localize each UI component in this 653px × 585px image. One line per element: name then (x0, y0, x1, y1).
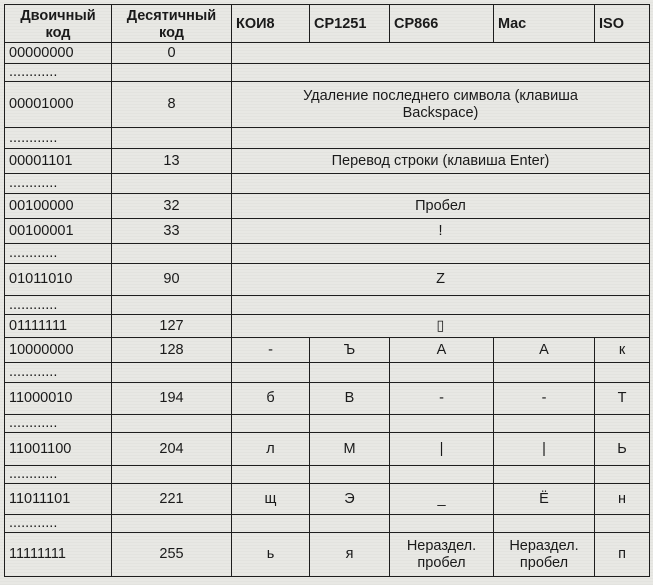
decimal-code: 32 (112, 194, 232, 219)
decimal-code: 90 (112, 264, 232, 296)
empty-cell (112, 466, 232, 484)
row-description: Удаление последнего символа (клавиша Backspace) (232, 82, 650, 128)
row-90 (5, 264, 650, 296)
empty-cell (595, 515, 650, 533)
koi8-char: ь (232, 533, 310, 577)
ellipsis: ............ (5, 244, 112, 264)
row-32 (5, 194, 650, 219)
row-description: ▯ (232, 315, 650, 338)
row-description: ! (232, 219, 650, 244)
empty-cell (310, 415, 390, 433)
header-cp866: CP866 (390, 5, 494, 43)
empty-cell (494, 415, 595, 433)
binary-code: 11011101 (5, 484, 112, 515)
header-koi8: КОИ8 (232, 5, 310, 43)
decimal-code: 13 (112, 149, 232, 174)
row-description: Z (232, 264, 650, 296)
binary-code: 00001101 (5, 149, 112, 174)
empty-cell (595, 415, 650, 433)
ellipsis-row (5, 174, 650, 194)
iso-char: к (595, 338, 650, 363)
cp1251-char: Э (310, 484, 390, 515)
row-128 (5, 338, 650, 363)
ellipsis: ............ (5, 296, 112, 315)
row-33 (5, 219, 650, 244)
empty-cell (390, 466, 494, 484)
cp1251-char: М (310, 433, 390, 466)
empty-cell (310, 363, 390, 383)
empty-cell (310, 466, 390, 484)
row-127 (5, 315, 650, 338)
koi8-char: б (232, 383, 310, 415)
koi8-char: - (232, 338, 310, 363)
empty-cell (494, 466, 595, 484)
empty-cell (232, 296, 650, 315)
ellipsis-row (5, 415, 650, 433)
empty-cell (112, 174, 232, 194)
cp866-char: | (390, 433, 494, 466)
decimal-code: 221 (112, 484, 232, 515)
binary-code: 00100001 (5, 219, 112, 244)
ellipsis: ............ (5, 128, 112, 149)
binary-code: 11001100 (5, 433, 112, 466)
row-204 (5, 433, 650, 466)
cp1251-char: В (310, 383, 390, 415)
decimal-code: 128 (112, 338, 232, 363)
empty-cell (595, 363, 650, 383)
cp866-char: - (390, 383, 494, 415)
ellipsis: ............ (5, 466, 112, 484)
empty-cell (112, 296, 232, 315)
empty-cell (112, 515, 232, 533)
ellipsis: ............ (5, 415, 112, 433)
empty-cell (112, 128, 232, 149)
koi8-char: щ (232, 484, 310, 515)
empty-cell (595, 466, 650, 484)
ellipsis: ............ (5, 174, 112, 194)
empty-cell (112, 363, 232, 383)
iso-char: н (595, 484, 650, 515)
mac-char: А (494, 338, 595, 363)
cp866-char: Нераздел. пробел (390, 533, 494, 577)
iso-char: Т (595, 383, 650, 415)
empty-cell (232, 174, 650, 194)
decimal-code: 194 (112, 383, 232, 415)
binary-code: 10000000 (5, 338, 112, 363)
empty-cell (112, 244, 232, 264)
ellipsis-row (5, 363, 650, 383)
ellipsis: ............ (5, 515, 112, 533)
row-194 (5, 383, 650, 415)
binary-code: 11111111 (5, 533, 112, 577)
empty-cell (232, 363, 310, 383)
cp866-char: А (390, 338, 494, 363)
ellipsis-row (5, 244, 650, 264)
binary-code: 00100000 (5, 194, 112, 219)
header-iso: ISO (595, 5, 650, 43)
empty-cell (390, 363, 494, 383)
cp1251-char: Ъ (310, 338, 390, 363)
empty-cell (232, 415, 310, 433)
mac-char: - (494, 383, 595, 415)
ellipsis-row (5, 296, 650, 315)
mac-char: Ё (494, 484, 595, 515)
header-cp1251: CP1251 (310, 5, 390, 43)
mac-char: | (494, 433, 595, 466)
binary-code: 00000000 (5, 43, 112, 64)
decimal-code: 33 (112, 219, 232, 244)
empty-cell (112, 64, 232, 82)
binary-code: 11000010 (5, 383, 112, 415)
row-255 (5, 533, 650, 577)
empty-cell (494, 515, 595, 533)
header-binary: Двоичный код (5, 5, 112, 43)
iso-char: Ь (595, 433, 650, 466)
decimal-code: 8 (112, 82, 232, 128)
ellipsis-row (5, 64, 650, 82)
empty-cell (390, 415, 494, 433)
decimal-code: 0 (112, 43, 232, 64)
decimal-code: 255 (112, 533, 232, 577)
row-0 (5, 43, 650, 64)
empty-cell (494, 363, 595, 383)
empty-cell (112, 415, 232, 433)
binary-code: 01011010 (5, 264, 112, 296)
ellipsis: ............ (5, 363, 112, 383)
empty-cell (390, 515, 494, 533)
decimal-code: 127 (112, 315, 232, 338)
binary-code: 00001000 (5, 82, 112, 128)
cp866-char: _ (390, 484, 494, 515)
empty-cell (232, 515, 310, 533)
ellipsis-row (5, 515, 650, 533)
ellipsis-row (5, 466, 650, 484)
row-description: Пробел (232, 194, 650, 219)
empty-cell (232, 466, 310, 484)
cp1251-char: я (310, 533, 390, 577)
row-description (232, 43, 650, 64)
binary-code: 01111111 (5, 315, 112, 338)
ellipsis-row (5, 128, 650, 149)
empty-cell (232, 64, 650, 82)
ellipsis: ............ (5, 64, 112, 82)
empty-cell (232, 128, 650, 149)
koi8-char: л (232, 433, 310, 466)
header-decimal: Десятичный код (112, 5, 232, 43)
header-row (5, 5, 650, 43)
empty-cell (310, 515, 390, 533)
encoding-table (4, 4, 650, 577)
row-221 (5, 484, 650, 515)
decimal-code: 204 (112, 433, 232, 466)
header-mac: Mac (494, 5, 595, 43)
row-8 (5, 82, 650, 128)
mac-char: Нераздел. пробел (494, 533, 595, 577)
row-description: Перевод строки (клавиша Enter) (232, 149, 650, 174)
empty-cell (232, 244, 650, 264)
row-13 (5, 149, 650, 174)
iso-char: п (595, 533, 650, 577)
